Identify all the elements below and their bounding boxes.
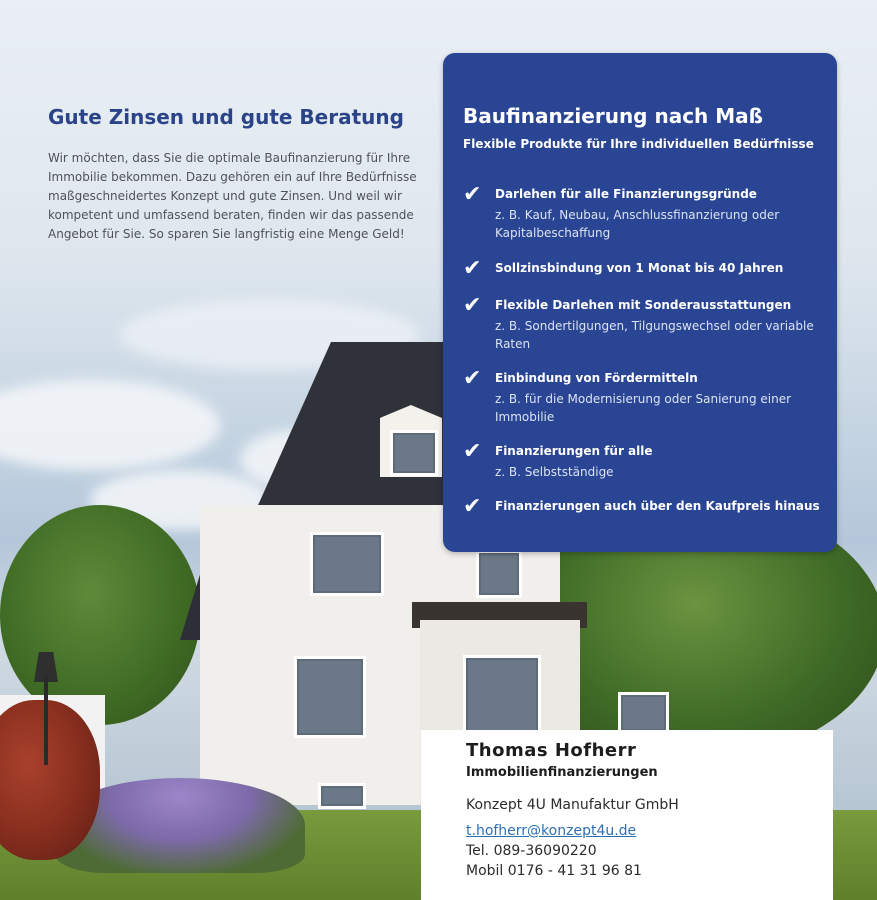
contact-card bbox=[421, 730, 833, 900]
contact-role: Immobilienfinanzierungen bbox=[466, 765, 658, 780]
feature-detail: z. B. Kauf, Neubau, Anschlussfinanzierung oder Kapitalbeschaffung bbox=[495, 208, 780, 240]
feature-title: Flexible Darlehen mit Sonderausstattungen bbox=[495, 298, 792, 312]
contact-name: Thomas Hofherr bbox=[466, 740, 637, 761]
checkmark-icon: ✔ bbox=[463, 366, 482, 391]
intro-body: Wir möchten, dass Sie die optimale Baufinanzierung für Ihre Immobilie bekommen. Dazu gehören ein auf Ihre Bedürfnisse maßgeschneidertes Konzept und gute Zinsen. Und weil wir kompetent und umfassend beraten, finden wir das passende Angebot für Sie. So sparen Sie langfristig eine Menge Geld! bbox=[48, 151, 417, 241]
checkmark-icon: ✔ bbox=[463, 182, 482, 207]
feature-detail: z. B. Selbstständige bbox=[495, 465, 614, 479]
feature-title: Finanzierungen auch über den Kaufpreis hinaus bbox=[495, 499, 820, 513]
feature-title: Darlehen für alle Finanzierungsgründe bbox=[495, 187, 757, 201]
checkmark-icon: ✔ bbox=[463, 293, 482, 318]
checkmark-icon: ✔ bbox=[463, 439, 482, 464]
intro-heading: Gute Zinsen und gute Beratung bbox=[48, 105, 404, 129]
panel-title: Baufinanzierung nach Maß bbox=[463, 104, 764, 128]
checkmark-icon: ✔ bbox=[463, 494, 482, 519]
feature-title: Sollzinsbindung von 1 Monat bis 40 Jahren bbox=[495, 261, 784, 275]
feature-title: Einbindung von Fördermitteln bbox=[495, 371, 698, 385]
contact-company: Konzept 4U Manufaktur GmbH bbox=[466, 797, 679, 813]
feature-detail: z. B. für die Modernisierung oder Sanierung einer Immobilie bbox=[495, 392, 792, 424]
checkmark-icon: ✔ bbox=[463, 256, 482, 281]
contact-mobile: Mobil 0176 - 41 31 96 81 bbox=[466, 863, 642, 879]
intro-section bbox=[48, 105, 418, 244]
features-panel bbox=[443, 53, 837, 552]
feature-detail: z. B. Sondertilgungen, Tilgungswechsel oder variable Raten bbox=[495, 319, 814, 351]
feature-title: Finanzierungen für alle bbox=[495, 444, 653, 458]
contact-email-link[interactable]: t.hofherr@konzept4u.de bbox=[466, 823, 637, 839]
panel-subtitle: Flexible Produkte für Ihre individuellen Bedürfnisse bbox=[463, 137, 814, 151]
contact-phone: Tel. 089-36090220 bbox=[466, 843, 597, 859]
